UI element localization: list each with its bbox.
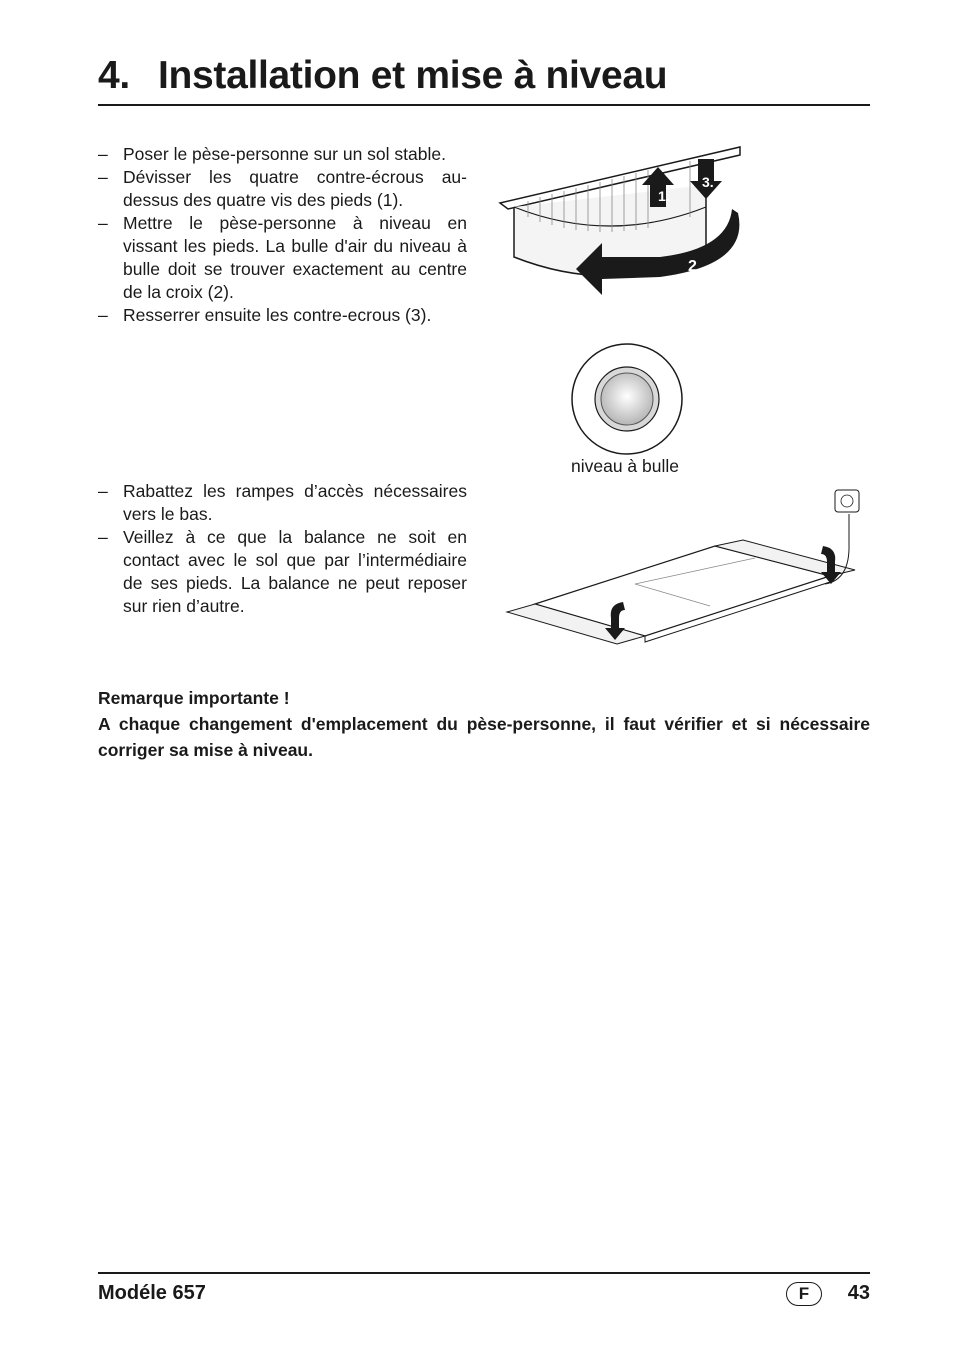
- page-number: 43: [847, 1282, 870, 1304]
- remark-body: A chaque changement d'emplacement du pèse-personne, il faut vérifier et si nécessaire corriger sa mise à niveau.: [98, 714, 870, 760]
- language-badge: F: [786, 1282, 822, 1306]
- svg-text:1.: 1.: [658, 188, 670, 204]
- footer-model: Modéle 657: [98, 1282, 206, 1304]
- spirit-level-icon: [570, 343, 686, 459]
- list-item: – Poser le pèse-personne sur un sol stable.: [98, 144, 446, 164]
- list-item: – Veillez à ce que la balance ne soit en contact avec le sol que par l’intermédiaire de ses pieds. La balance ne peut reposer sur rien d’autre.: [98, 527, 467, 616]
- section-title: Installation et mise à niveau: [157, 54, 668, 97]
- spirit-level-caption: niveau à bulle: [571, 456, 679, 476]
- instruction-list-leveling: [98, 143, 467, 327]
- list-item: – Dévisser les quatre contre-écrous au-dessus des quatre vis des pieds (1).: [98, 167, 467, 210]
- section-number: 4.: [98, 54, 130, 97]
- remark-heading: Remarque importante !: [98, 688, 290, 708]
- list-item: – Mettre le pèse-personne à niveau en vissant les pieds. La bulle d'air du niveau à bulle doit se trouver exactement au centre de la croix (2).: [98, 213, 467, 302]
- platform-scale-illustration: [505, 484, 867, 648]
- instruction-list-ramps: [98, 480, 467, 618]
- svg-text:3.: 3.: [702, 174, 714, 190]
- title-divider: [98, 104, 870, 106]
- page-title: [98, 52, 870, 100]
- list-item: – Rabattez les rampes d’accès nécessaires vers le bas.: [98, 481, 467, 524]
- list-item: – Resserrer ensuite les contre-ecrous (3).: [98, 305, 432, 325]
- svg-text:2.: 2.: [688, 258, 702, 275]
- scale-foot-illustration: [500, 145, 760, 305]
- footer-divider: [98, 1272, 870, 1274]
- important-remark: [98, 685, 870, 763]
